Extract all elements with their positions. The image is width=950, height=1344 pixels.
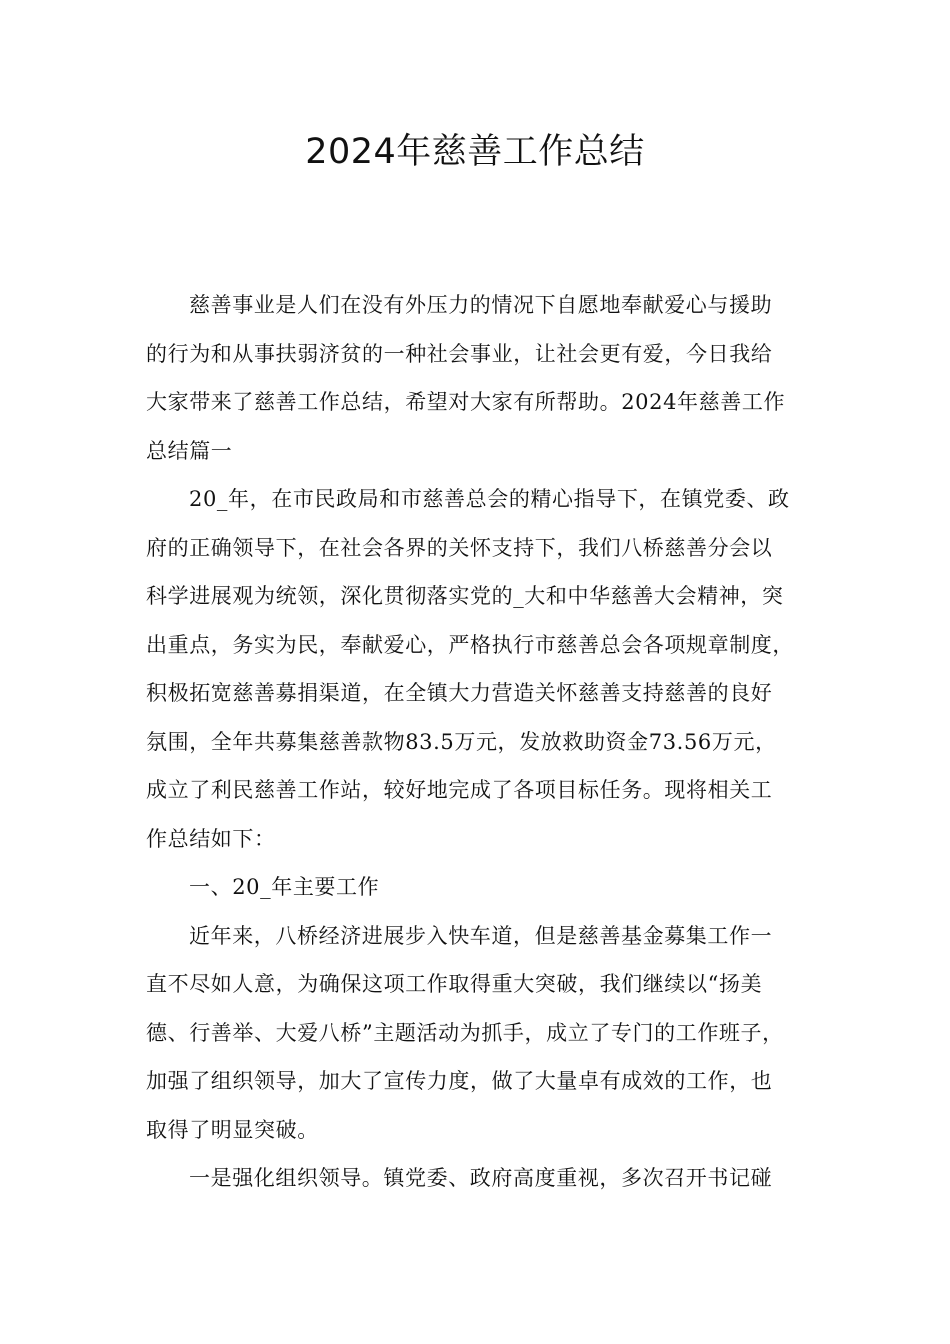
text-line: 近年来，八桥经济进展步入快车道，但是慈善基金募集工作一 xyxy=(189,923,773,948)
paragraph-main-work xyxy=(146,912,826,1155)
document-body xyxy=(146,281,826,1203)
text-line: 作总结如下： xyxy=(146,826,276,851)
text-line: 成立了利民慈善工作站，较好地完成了各项目标任务。现将相关工 xyxy=(146,778,773,802)
text-line: 府的正确领导下，在社会各界的关怀支持下，我们八桥慈善分会以 xyxy=(146,535,773,560)
text-line: 加强了组织领导，加大了宣传力度，做了大量卓有成效的工作，也 xyxy=(146,1069,773,1093)
text-line: 的行为和从事扶弱济贫的一种社会事业，让社会更有爱，今日我给 xyxy=(146,341,773,366)
section-heading xyxy=(146,863,826,912)
document-title: 2024年慈善工作总结 xyxy=(305,132,645,172)
text-line: 出重点，务实为民，奉献爱心，严格执行市慈善总会各项规章制度， xyxy=(146,632,794,657)
text-line: 总结篇一 xyxy=(146,438,233,463)
text-line: 一、20_年主要工作 xyxy=(189,875,380,899)
text-line: 直不尽如人意，为确保这项工作取得重大突破，我们继续以“扬美 xyxy=(146,972,763,996)
text-line: 氛围，全年共募集慈善款物83.5万元，发放救助资金73.56万元， xyxy=(146,729,777,754)
paragraph-overview xyxy=(146,475,826,863)
paragraph-organization xyxy=(146,1154,826,1203)
text-line: 积极拓宽慈善募捐渠道，在全镇大力营造关怀慈善支持慈善的良好 xyxy=(146,681,773,705)
paragraph-intro xyxy=(146,281,826,475)
text-line: 大家带来了慈善工作总结，希望对大家有所帮助。2024年慈善工作 xyxy=(146,390,786,414)
text-line: 20_年，在市民政局和市慈善总会的精心指导下，在镇党委、政 xyxy=(189,487,790,511)
text-line: 一是强化组织领导。镇党委、政府高度重视，多次召开书记碰 xyxy=(189,1166,773,1190)
text-line: 取得了明显突破。 xyxy=(146,1117,319,1142)
text-line: 科学进展观为统领，深化贯彻落实党的_大和中华慈善大会精神，突 xyxy=(146,584,784,608)
text-line: 德、行善举、大爱八桥”主题活动为抓手，成立了专门的工作班子， xyxy=(146,1020,784,1045)
text-line: 慈善事业是人们在没有外压力的情况下自愿地奉献爱心与援助 xyxy=(189,293,773,317)
